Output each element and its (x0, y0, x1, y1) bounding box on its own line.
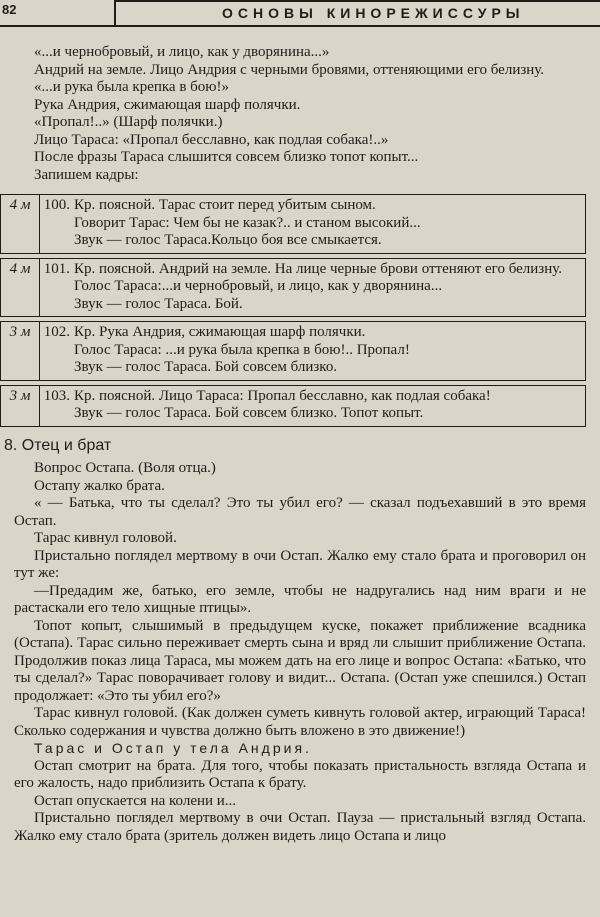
shot-number: 101. (43, 260, 70, 277)
shot-duration: 4 м (1, 259, 40, 317)
shot-line: Звук — голос Тараса. Бой совсем близко. Топот копыт. (74, 405, 424, 421)
shot-line: Кр. Рука Андрия, сжимающая шарф полячки. (74, 324, 366, 340)
intro-paragraph-3: Лицо Тараса: «Пропал бесславно, как подлая собака!..» (34, 131, 389, 148)
header-rule-top (114, 0, 600, 2)
shot-row (0, 321, 586, 381)
section-paragraph: Тарас кивнул головой. (34, 530, 177, 546)
intro-quote-2: «...и рука была крепка в бою!» (34, 79, 230, 95)
shot-description (74, 259, 585, 317)
page-number: 82 (2, 2, 17, 17)
shot-description (74, 386, 585, 426)
shot-duration: 3 м (1, 322, 40, 380)
shot-line: Звук — голос Тараса. Бой совсем близко. (74, 359, 338, 375)
shot-list (0, 194, 586, 427)
section-paragraph: Вопрос Остапа. (Воля отца.) (34, 460, 216, 476)
shot-row (0, 258, 586, 318)
shot-line: Кр. поясной. Тарас стоит перед убитым сыном. (74, 197, 376, 213)
header-rule-bottom (0, 25, 600, 27)
closing-paragraph: Остап смотрит на брата. Для того, чтобы показать пристальность взгляда Остапа и его жалость, надо приблизить Остапа к брату. (14, 757, 586, 791)
section-paragraph: Тарас кивнул головой. (Как должен суметь кивнуть головой актер, играющий Тараса! Сколько содержания и чувства должно быть вложено в это движение!) (14, 705, 586, 739)
section-paragraph: Топот копыт, слышимый в предыдущем куске, покажет приближение всадника (Остапа). Тарас сильно переживает смерть сына и вряд ли слышит приближение Остапа. Продолжив показ лица Тараса, мы можем дать на его лице и вопрос Остапа: «Батько, что ты сделал?» Тарас поворачивает голову и видит... Остапа. (Остап уже спешился.) Остап продолжает: «Это ты убил его?» (14, 617, 586, 704)
shot-row (0, 194, 586, 254)
intro-quote-1: «...и чернобровый, и лицо, как у дворянина...» (34, 44, 330, 60)
shot-line: Звук — голос Тараса.Кольцо боя все смыкается. (74, 232, 382, 248)
shot-description (74, 195, 585, 253)
page-body (4, 44, 586, 845)
section-paragraph: —Предадим же, батько, его земле, чтобы не надругались над ним враги и не растаскали его тело хищные птицы». (14, 582, 586, 616)
section-paragraph: « — Батька, что ты сделал? Это ты убил его? — сказал подъехавший в это время Остап. (14, 495, 586, 529)
shot-line: Звук — голос Тараса. Бой. (74, 295, 243, 312)
closing-paragraph: Пристально поглядел мертвому в очи Остап. Пауза — пристальный взгляд Остапа. Жалко ему стало брата (зритель должен видеть лицо Остапа и лицо (14, 810, 586, 844)
page-header (0, 0, 600, 26)
shot-line: Кр. поясной. Андрий на земле. На лице черные брови оттеняют его белизну. (74, 260, 563, 277)
intro-paragraph-5: Запишем кадры: (34, 166, 139, 183)
shot-description (74, 322, 585, 380)
intro-paragraph-1: Андрий на земле. Лицо Андрия с черными бровями, оттеняющими его белизну. (34, 61, 545, 78)
header-rule-vertical (114, 0, 116, 26)
running-title: ОСНОВЫ КИНОРЕЖИССУРЫ (222, 5, 525, 21)
shot-number: 100. (43, 197, 70, 213)
section-paragraph: Остапу жалко брата. (34, 477, 165, 494)
shot-line: Говорит Тарас: Чем бы не казак?.. и станом высокий... (74, 214, 421, 231)
shot-line: Кр. поясной. Лицо Тараса: Пропал бесславно, как подлая собака! (74, 387, 491, 404)
shot-duration: 4 м (1, 195, 40, 253)
section-paragraph: Пристально поглядел мертвому в очи Остап. Жалко ему стало брата и проговорил он тут же: (14, 547, 586, 581)
section-subheading: Тарас и Остап у тела Андрия. (34, 740, 312, 756)
shot-line: Голос Тараса:...и чернобровый, и лицо, как у дворянина... (74, 278, 443, 294)
section-heading: 8. Отец и брат (4, 436, 112, 454)
shot-duration: 3 м (1, 386, 40, 426)
intro-paragraph-2: Рука Андрия, сжимающая шарф полячки. (34, 96, 301, 113)
shot-number: 102. (43, 324, 70, 340)
shot-row (0, 385, 586, 427)
shot-line: Голос Тараса: ...и рука была крепка в бою!.. Пропал! (74, 341, 410, 358)
closing-paragraph: Остап опускается на колени и... (34, 792, 237, 809)
intro-paragraph-4: После фразы Тараса слышится совсем близко топот копыт... (34, 149, 419, 165)
intro-quote-3: «Пропал!..» (Шарф полячки.) (34, 114, 223, 130)
shot-number: 103. (43, 387, 70, 404)
